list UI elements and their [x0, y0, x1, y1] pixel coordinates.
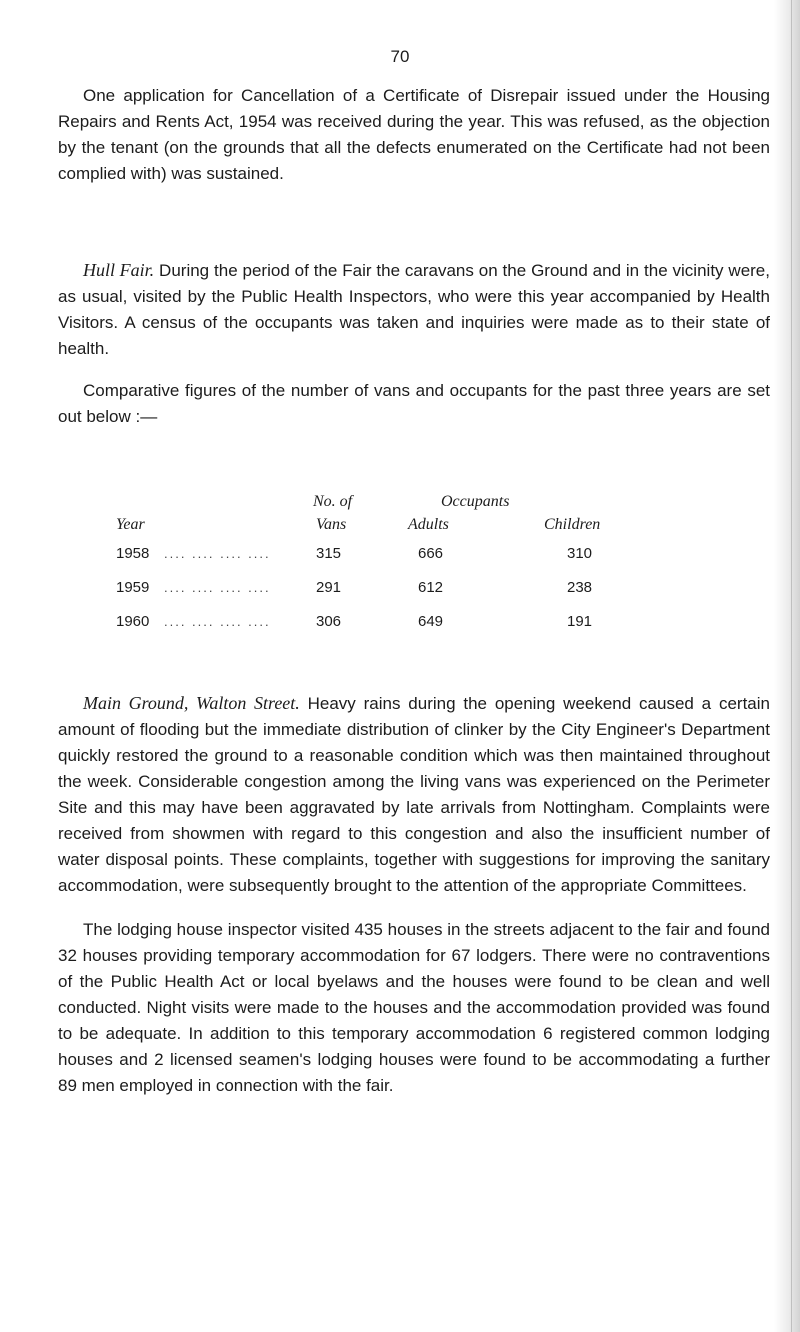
table-row-leader: .... .... .... .... — [164, 614, 271, 629]
header-children: Children — [544, 516, 601, 533]
header-vans: Vans — [316, 516, 347, 533]
table-row-adults: 666 — [418, 545, 444, 562]
header-occupants: Occupants — [441, 493, 510, 510]
paragraph-main-ground — [58, 690, 770, 899]
table-row-adults: 649 — [418, 613, 444, 630]
main-ground-heading: Main Ground, Walton Street. — [83, 693, 300, 713]
table-row-children: 191 — [567, 613, 593, 630]
paragraph-certificate-disrepair: One application for Cancellation of a Certificate of Disrepair issued under the Housing Repairs and Rents Act, 1954 was received during the year. This was refused, as the objection by the tenant (on the grounds that all the defects enumerated on the Certificate had not been complied with) was sustained. — [58, 86, 770, 183]
table-row-adults: 612 — [418, 579, 444, 596]
header-year: Year — [116, 516, 145, 533]
table-row-leader: .... .... .... .... — [164, 580, 271, 595]
hull-fair-heading: Hull Fair. — [83, 260, 155, 280]
table-row-children: 238 — [567, 579, 593, 596]
table-row-vans: 291 — [316, 579, 342, 596]
paragraph-lodging-house: The lodging house inspector visited 435 houses in the streets adjacent to the fair and found 32 houses providing temporary accommodation for 67 lodgers. There were no contraventions of the Public Health Act or local byelaws and the houses were found to be clean and well conducted. Night visits were made to the houses and the accommodation provided was found to be adequate. In addition to this temporary accommodation 6 registered common lodging houses and 2 licensed seamen's lodging houses were found to be accommodating a further 89 men employed in connection with the fair. — [58, 920, 770, 1095]
table-row-vans: 315 — [316, 545, 342, 562]
paragraph-comparative-figures: Comparative figures of the number of vans and occupants for the past three years are set out below :— — [58, 381, 770, 426]
main-ground-body: Heavy rains during the opening weekend caused a certain amount of flooding but the immediate distribution of clinker by the City Engineer's Department quickly restored the ground to a reasonable condition which was then maintained throughout the week. Considerable congestion among the living vans was experienced on the Perimeter Site and this may have been aggravated by late arrivals from Nottingham. Complaints were received from showmen with regard to this congestion and also the insufficient number of water disposal points. These complaints, together with suggestions for improving the sanitary accommodation, were subsequently brought to the attention of the appropriate Committees. — [58, 694, 770, 895]
table-row-year: 1959 — [116, 579, 150, 596]
header-adults: Adults — [408, 516, 449, 533]
header-no-of: No. of — [313, 493, 353, 510]
table-row-vans: 306 — [316, 613, 342, 630]
page-number: 70 — [390, 47, 410, 66]
table-row-leader: .... .... .... .... — [164, 546, 271, 561]
table-row-year: 1958 — [116, 545, 150, 562]
hull-fair-body: During the period of the Fair the caravans on the Ground and in the vicinity were, as usual, visited by the Public Health Inspectors, who were this year accompanied by Health Visitors. A census of the occupants was taken and inquiries were made as to their state of health. — [58, 261, 770, 358]
table-row-year: 1960 — [116, 613, 150, 630]
table-row-children: 310 — [567, 545, 593, 562]
